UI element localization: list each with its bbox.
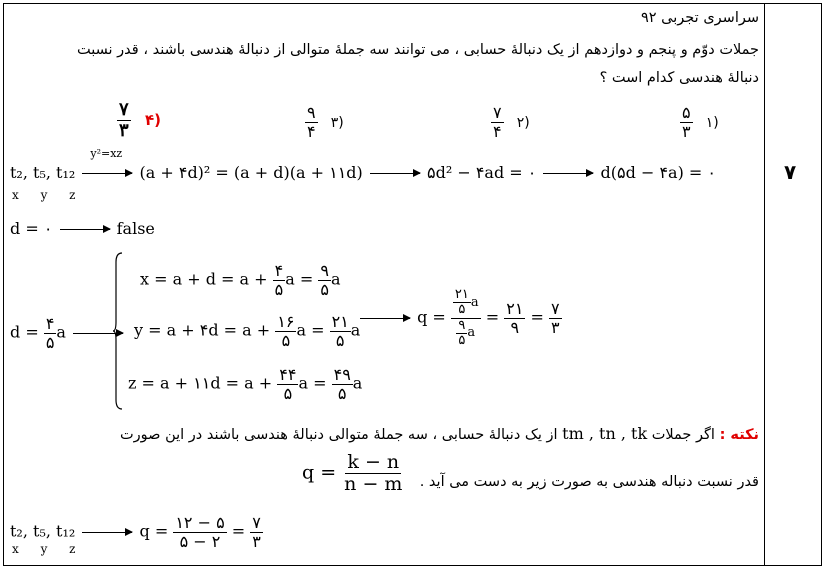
note-formula: q = $\frac{k - n}{n - m}$ (302, 451, 403, 495)
question-number: ۷ (784, 160, 797, 184)
d-value: d = ۴ ۵ a (10, 315, 125, 351)
d-zero: d = ۰ (10, 219, 53, 238)
solution-line-2 (10, 219, 155, 238)
final-solution: t₂, t₅, t₁₂ q = ۱۲ − ۵ ۵ − ۲ = ۷ ۳ (10, 513, 261, 551)
note-label: نکته : (719, 427, 759, 443)
implies-arrow (543, 173, 593, 174)
note-line1: نکته : اگر جملات tm , tn , tk از یک دنبالهٔ حسابی ، سه جملهٔ متوالی دنبالهٔ هندسی باشند در این صورت (120, 424, 759, 443)
implies-arrow (82, 532, 132, 533)
equation-1: (a + ۴d)² = (a + d)(a + ۱۱d) (139, 163, 363, 182)
implies-arrow (370, 173, 420, 174)
question-text-line2: دنبالهٔ هندسی کدام است ؟ (599, 70, 759, 86)
z-equation: z = a + ۱۱d = a + ۴۴ ۵ a = ۴۹ ۵ a (128, 365, 363, 403)
option-4-fraction: ۷ ۳ (119, 99, 129, 141)
option-1-label: ۱) (705, 114, 719, 131)
option-4-correct[interactable] (117, 100, 161, 141)
option-1[interactable] (680, 104, 719, 140)
note-line2: قدر نسبت دنباله هندسی به صورت زیر به دست می آید . (419, 474, 759, 490)
implies-arrow (360, 318, 410, 319)
option-2[interactable] (491, 104, 530, 140)
final-term-labels-xyz: x y z (12, 542, 85, 556)
x-equation: x = a + d = a + ۴ ۵ a = ۹ ۵ a (140, 261, 341, 299)
equation-2: ۵d² − ۴ad = ۰ (426, 163, 537, 182)
q-ratio: q = ۲۱ ۵ a ۹ ۵ a = ۲۱ ۹ = ۷ ۳ (358, 288, 562, 348)
arrow-label: y²=xz (90, 147, 123, 160)
y-equation: y = a + ۴d = a + ۱۶ ۵ a = ۲۱ ۵ a (134, 312, 361, 350)
solution-terms: t₂, t₅, t₁₂ (10, 163, 76, 182)
note-terms: tm , tn , tk (562, 424, 648, 443)
option-3-fraction: ۹ ۴ (307, 103, 316, 141)
solution-line-1 (10, 147, 716, 182)
term-labels-xyz: x y z (12, 188, 85, 202)
option-4-label: ۴) (144, 111, 161, 130)
option-2-label: ۲) (516, 114, 530, 131)
implies-arrow (60, 229, 110, 230)
column-divider (764, 3, 765, 566)
left-brace (113, 252, 123, 410)
option-2-fraction: ۷ ۴ (493, 103, 502, 141)
option-1-fraction: ۵ ۳ (682, 103, 691, 141)
option-3-label: ۳) (330, 114, 344, 131)
question-source: سراسری تجربی ۹۲ (641, 10, 759, 26)
option-3[interactable] (305, 104, 344, 140)
false-result: false (116, 219, 155, 238)
equation-3: d(۵d − ۴a) = ۰ (600, 163, 716, 182)
question-text-line1: جملات دوّم و پنجم و دوازدهم از یک دنبالهٔ حسابی ، می توانند سه جملهٔ متوالی از دنبالهٔ هندسی باشند ، قدر نسبت (76, 42, 759, 58)
implies-arrow (82, 173, 132, 174)
